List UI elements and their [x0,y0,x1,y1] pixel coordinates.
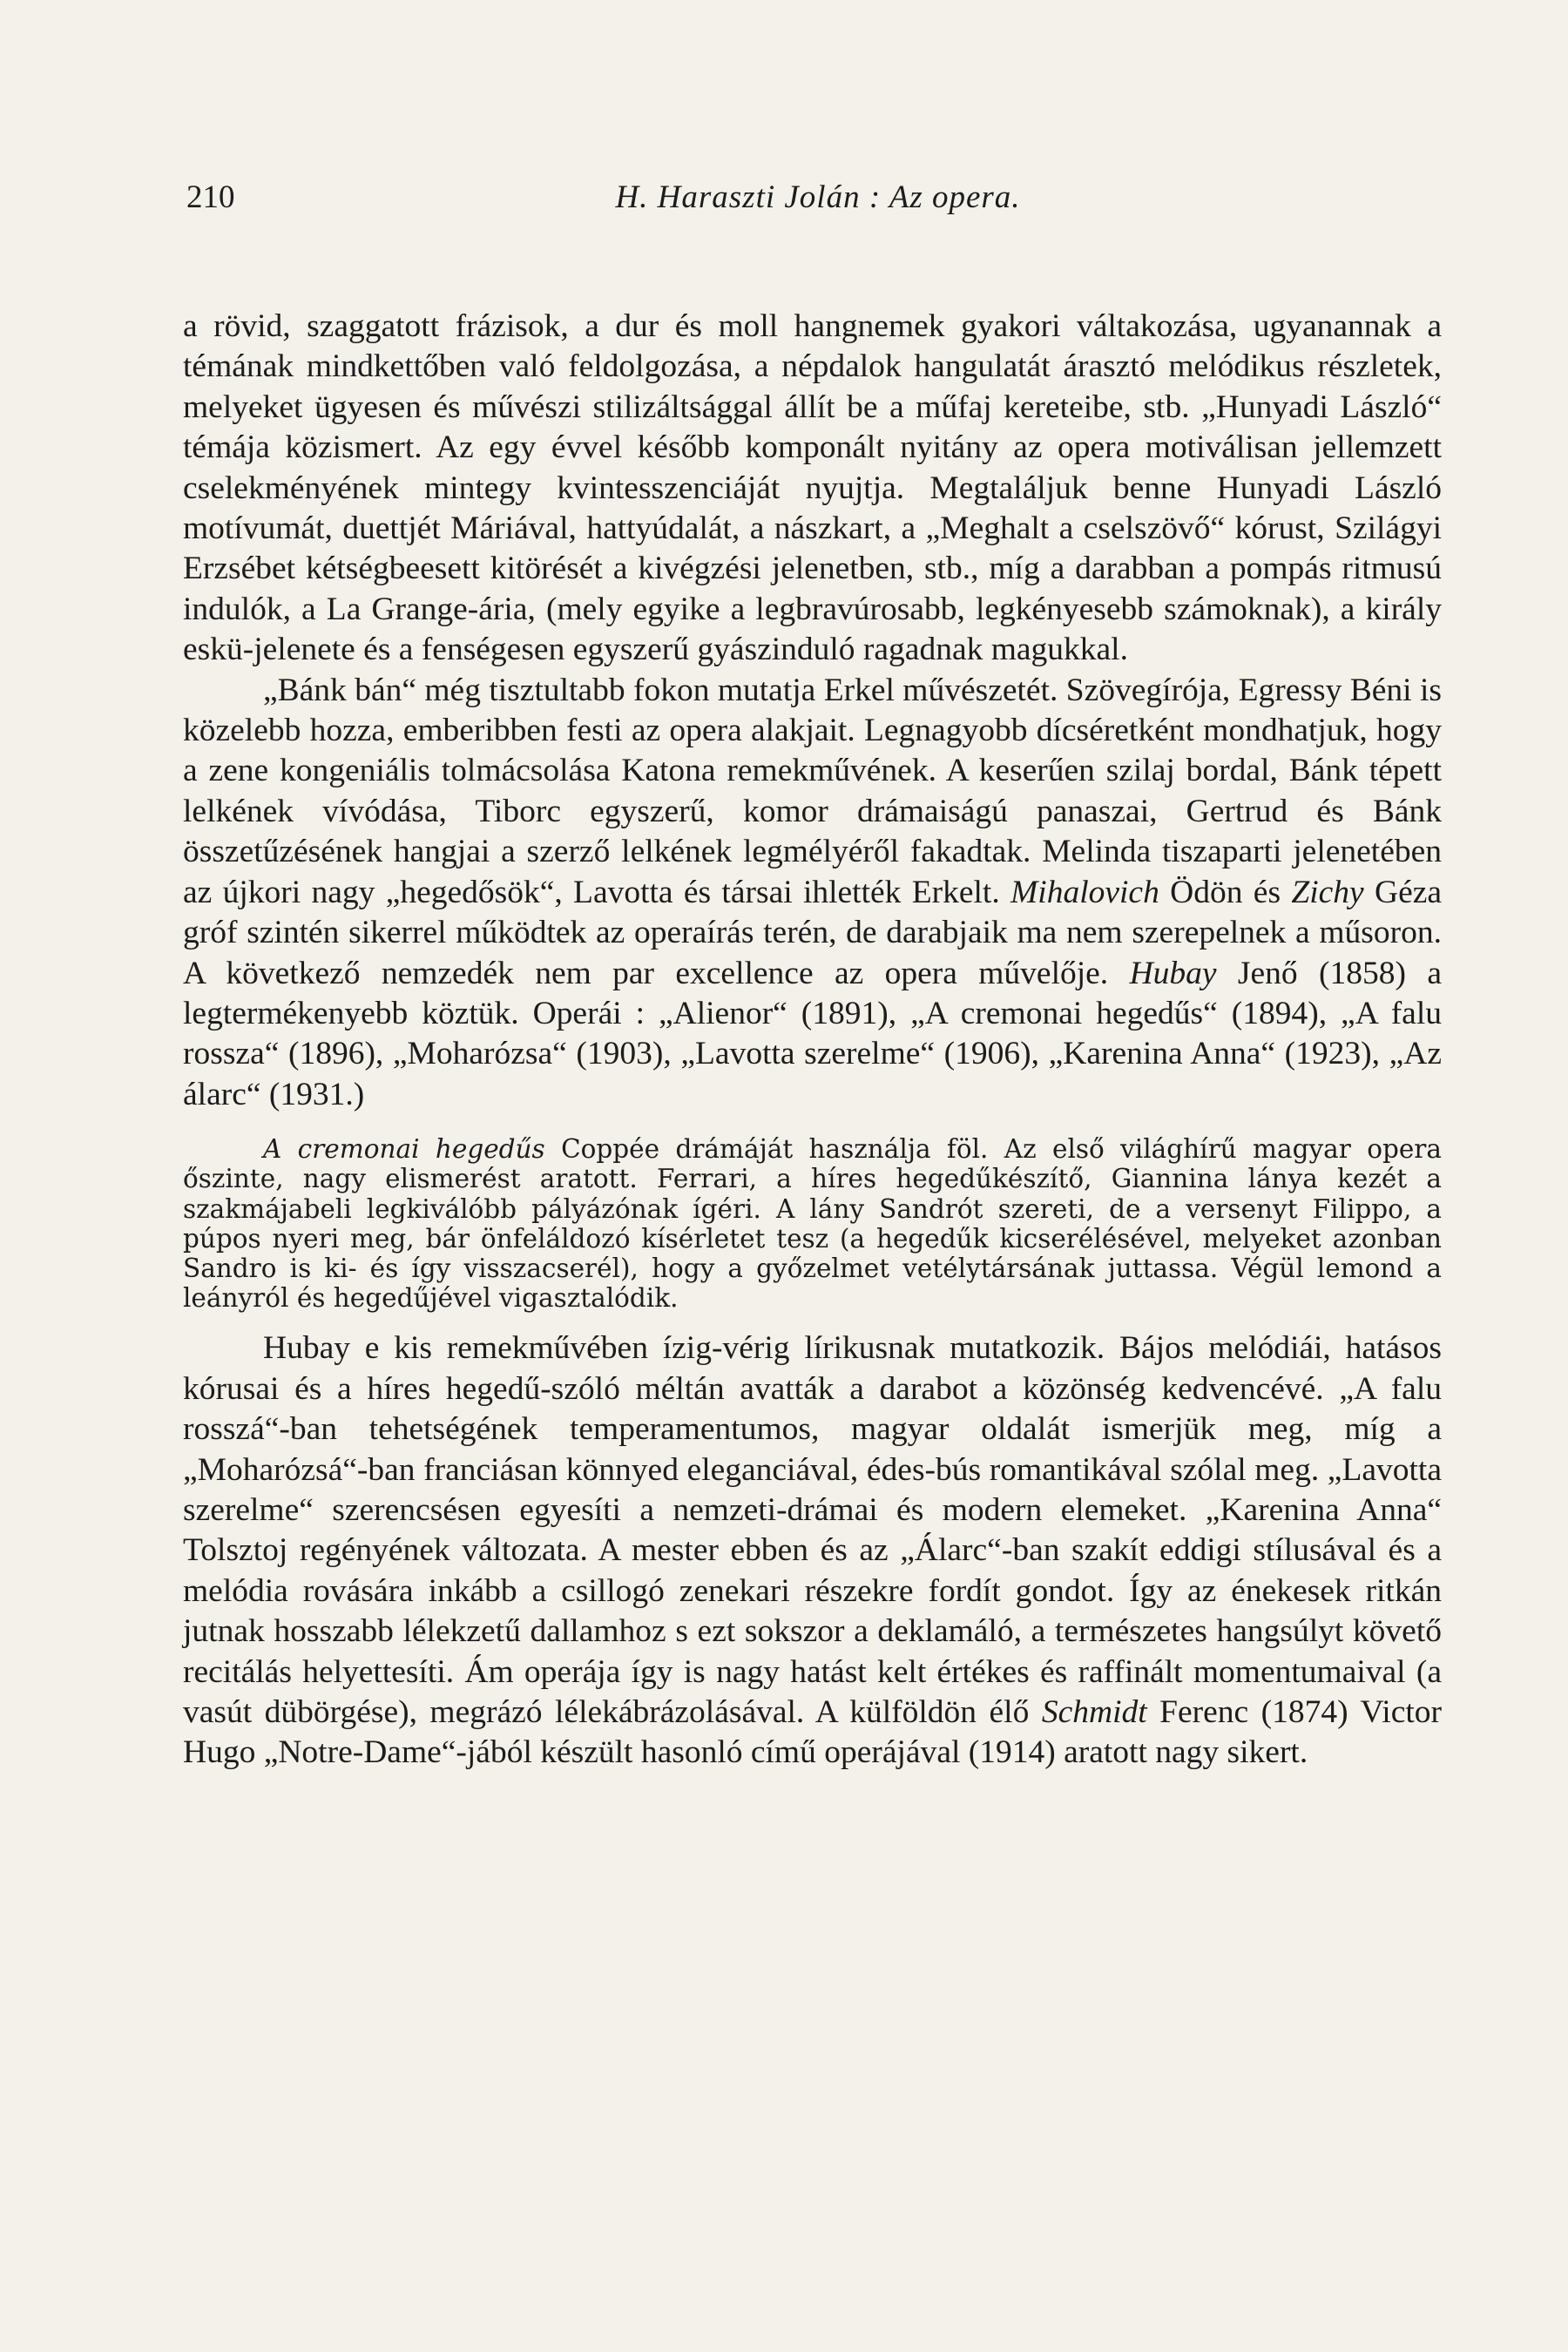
page-number: 210 [186,179,235,215]
note-cremonai-hegedus [183,1134,1442,1313]
running-title: H. Haraszti Jolán : Az opera. [615,179,1021,215]
name-zichy: Zichy [1291,874,1364,910]
note-title: A cremonai hegedűs [263,1134,545,1165]
paragraph-text: „Bánk bán“ még tisztultabb fokon mutatja Erkel művészetét. Szövegírója, Egressy Béni is közelebb hozza, emberibben festi az opera alakjait. Legnagyobb dícséretként mondhatjuk, hogy a zene kongeniális tolmácsolása Katona remekművének. A keserűen szilaj bordal, Bánk tépett lelkének vívódása, Tiborc egyszerű, komor drámaiságú panaszai, Gertrud és Bánk összetűzésének hangjai a szerző lelkének legmélyéről fakadtak. Melinda tiszaparti jelenetében az újkori nagy „hegedősök“, Lavotta és társai ihlették Erkelt. [183,672,1442,910]
name-hubay: Hubay [1129,955,1217,991]
paragraph-hubay [183,1328,1442,1773]
paragraph-text: Jenő (1858) a legtermékenyebb köztük. Operái : „Alienor“ (1891), „A cremonai hegedűs“ (1894), „A falu rossza“ (1896), „Moharózsa“ (1903), „Lavotta szerelme“ (1906), „Karenina Anna“ (1923), „Az álarc“ (1931.) [183,955,1443,1112]
name-mihalovich: Mihalovich [1010,874,1159,910]
note-text: Coppée drámáját használja föl. Az első világhírű magyar opera őszinte, nagy elismerést aratott. Ferrari, a híres hegedűkészítő, Giannina lánya kezét a szakmájabeli legkiválóbb pályázónak ígéri. A lány Sandrót szereti, de a versenyt Filippo, a púpos nyeri meg, bár önfeláldozó kísérletet tesz (a hegedűk kicserélésével, melyeket azonban Sandro is ki- és így visszacserél), hogy a győzelmet vetélytársának juttassa. Végül lemond a leányról és hegedűjével vigasztalódik. [183,1134,1442,1314]
paragraph-bank-ban [183,671,1442,1115]
paragraph-text: Ödön és [1159,874,1292,910]
paragraph-text: Ferenc (1874) Victor Hugo „Notre-Dame“-jából készült hasonló című operájával (1914) aratott nagy sikert. [183,1694,1443,1771]
paragraph-text: Géza gróf szintén sikerrel működtek az operaírás terén, de darabjaik ma nem szerepelnek a műsoron. A következő nemzedék nem par excellence az opera művelője. [183,874,1442,991]
paragraph-hunyadi: a rövid, szaggatott frázisok, a dur és moll hangnemek gyakori váltakozása, ugyanannak a témának mindkettőben való feldolgozása, a népdalok hangulatát árasztó melódikus részletek, melyeket ügyesen és művészi stilizáltsággal állít be a műfaj kereteibe, stb. „Hunyadi László“ témája közismert. Az egy évvel később komponált nyitány az opera motiválisan jellemzett cselekményének mintegy kvintesszenciáját nyujtja. Megtaláljuk benne Hunyadi László motívumát, duettjét Máriával, hattyúdalát, a nászkart, a „Meghalt a cselszövő“ kórust, Szilágyi Erzsébet kétségbeesett kitörését a kivégzési jelenetben, stb., míg a darabban a pompás ritmusú indulók, a La Grange-ária, (mely egyike a legbravúrosabb, legkényesebb számoknak), a király eskü-jelenete és a fenségesen egyszerű gyászinduló ragadnak magukkal. [183,308,1442,668]
name-schmidt: Schmidt [1041,1694,1147,1730]
main-text [183,307,1442,1774]
paragraph-text: Hubay e kis remekművében ízig-vérig lírikusnak mutatkozik. Bájos melódiái, hatásos kórusai és a híres hegedű-szóló méltán avatták a darabot a közönség kedvencévé. „A falu rosszá“-ban tehetségének temperamentumos, magyar oldalát ismerjük meg, míg a „Moharózsá“-ban franciásan könnyed eleganciával, édes-bús romantikával szólal meg. „Lavotta szerelme“ szerencsésen egyesíti a nemzeti-drámai és modern elemeket. „Karenina Anna“ Tolsztoj regényének változata. A mester ebben és az „Álarc“-ban szakít eddigi stílusával és a melódia rovására inkább a csillogó zenekari részekre fordít gondot. Így az énekesek ritkán jutnak hosszabb lélekzetű dallamhoz s ezt sokszor a deklamáló, a természetes hangsúlyt követő recitálás helyettesíti. Ám operája így is nagy hatást kelt értékes és raffinált momentumaival (a vasút dübörgése), megrázó lélekábrázolásával. A külföldön élő [183,1330,1442,1730]
page-header [186,179,1450,231]
